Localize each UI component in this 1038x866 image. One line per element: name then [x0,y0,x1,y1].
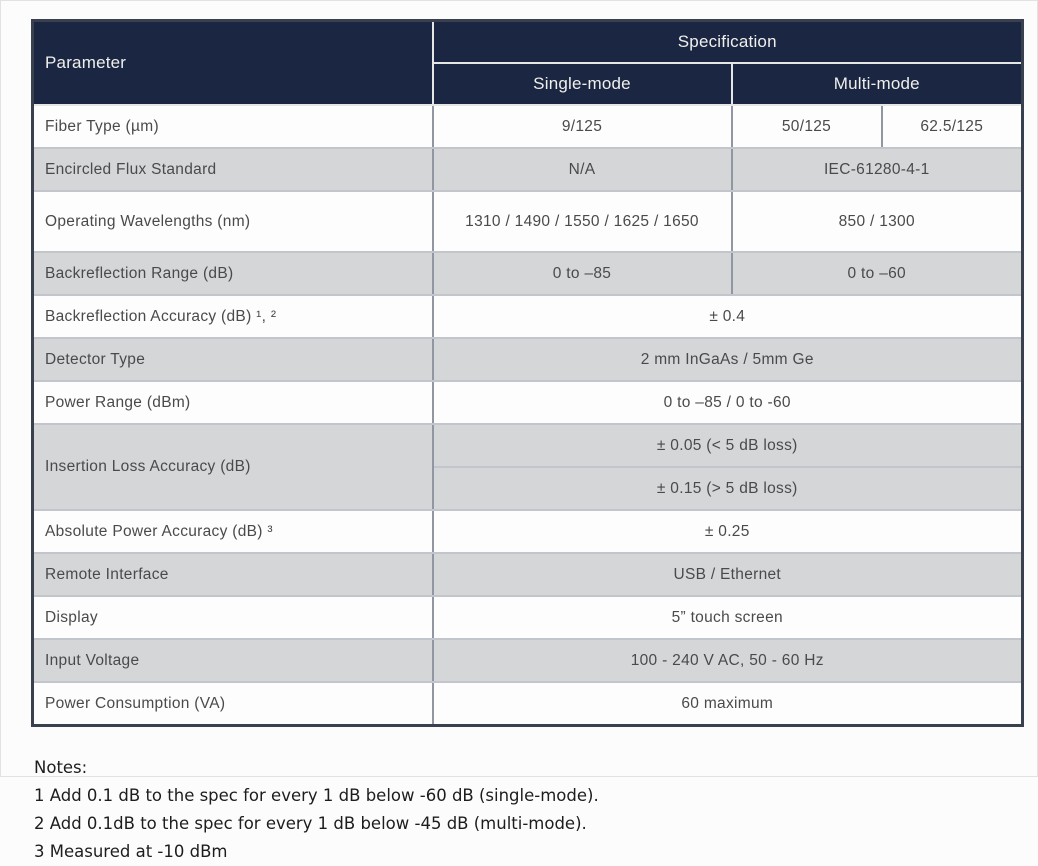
value-cell: USB / Ethernet [433,553,1023,596]
value-cell: 62.5/125 [882,105,1023,148]
notes-section [34,754,1038,866]
table-row [33,191,1023,252]
table-row [33,553,1023,596]
param-cell: Power Range (dBm) [33,381,433,424]
param-cell: Input Voltage [33,639,433,682]
param-cell: Display [33,596,433,639]
table-row [33,682,1023,726]
param-cell: Remote Interface [33,553,433,596]
param-cell: Backreflection Accuracy (dB) ¹, ² [33,295,433,338]
value-cell: 0 to –60 [732,252,1023,295]
specification-table [31,19,1024,727]
note-line: 2 Add 0.1dB to the spec for every 1 dB below -45 dB (multi-mode). [34,814,587,833]
value-cell: 60 maximum [433,682,1023,726]
value-cell: N/A [433,148,732,191]
spec-sheet [1,19,1038,861]
param-cell: Fiber Type (µm) [33,105,433,148]
table-row [33,252,1023,295]
value-cell: 5” touch screen [433,596,1023,639]
header-specification: Specification [433,21,1023,64]
value-cell: 0 to –85 [433,252,732,295]
header-multi-mode: Multi-mode [732,63,1023,105]
table-row [33,639,1023,682]
value-cell: 100 - 240 V AC, 50 - 60 Hz [433,639,1023,682]
note-line: 3 Measured at -10 dBm [34,842,228,861]
header-parameter: Parameter [33,21,433,106]
param-cell: Insertion Loss Accuracy (dB) [33,424,433,510]
notes-title: Notes: [34,758,88,777]
value-cell: 850 / 1300 [732,191,1023,252]
param-cell: Backreflection Range (dB) [33,252,433,295]
param-cell: Operating Wavelengths (nm) [33,191,433,252]
header-single-mode: Single-mode [433,63,732,105]
value-cell: IEC-61280-4-1 [732,148,1023,191]
table-row [33,381,1023,424]
value-cell: ± 0.25 [433,510,1023,553]
param-cell: Power Consumption (VA) [33,682,433,726]
value-cell: 2 mm InGaAs / 5mm Ge [433,338,1023,381]
value-cell: ± 0.05 (< 5 dB loss) [433,424,1023,467]
table-row [33,148,1023,191]
value-cell: 1310 / 1490 / 1550 / 1625 / 1650 [433,191,732,252]
table-row [33,424,1023,467]
param-cell: Absolute Power Accuracy (dB) ³ [33,510,433,553]
note-line: 1 Add 0.1 dB to the spec for every 1 dB below -60 dB (single-mode). [34,786,599,805]
table-row [33,596,1023,639]
table-header-row-1 [33,21,1023,64]
value-cell: 0 to –85 / 0 to -60 [433,381,1023,424]
value-cell: 50/125 [732,105,882,148]
value-cell: ± 0.4 [433,295,1023,338]
param-cell: Encircled Flux Standard [33,148,433,191]
table-row [33,510,1023,553]
value-cell: ± 0.15 (> 5 dB loss) [433,467,1023,510]
table-row [33,338,1023,381]
table-row [33,295,1023,338]
table-row [33,105,1023,148]
value-cell: 9/125 [433,105,732,148]
param-cell: Detector Type [33,338,433,381]
